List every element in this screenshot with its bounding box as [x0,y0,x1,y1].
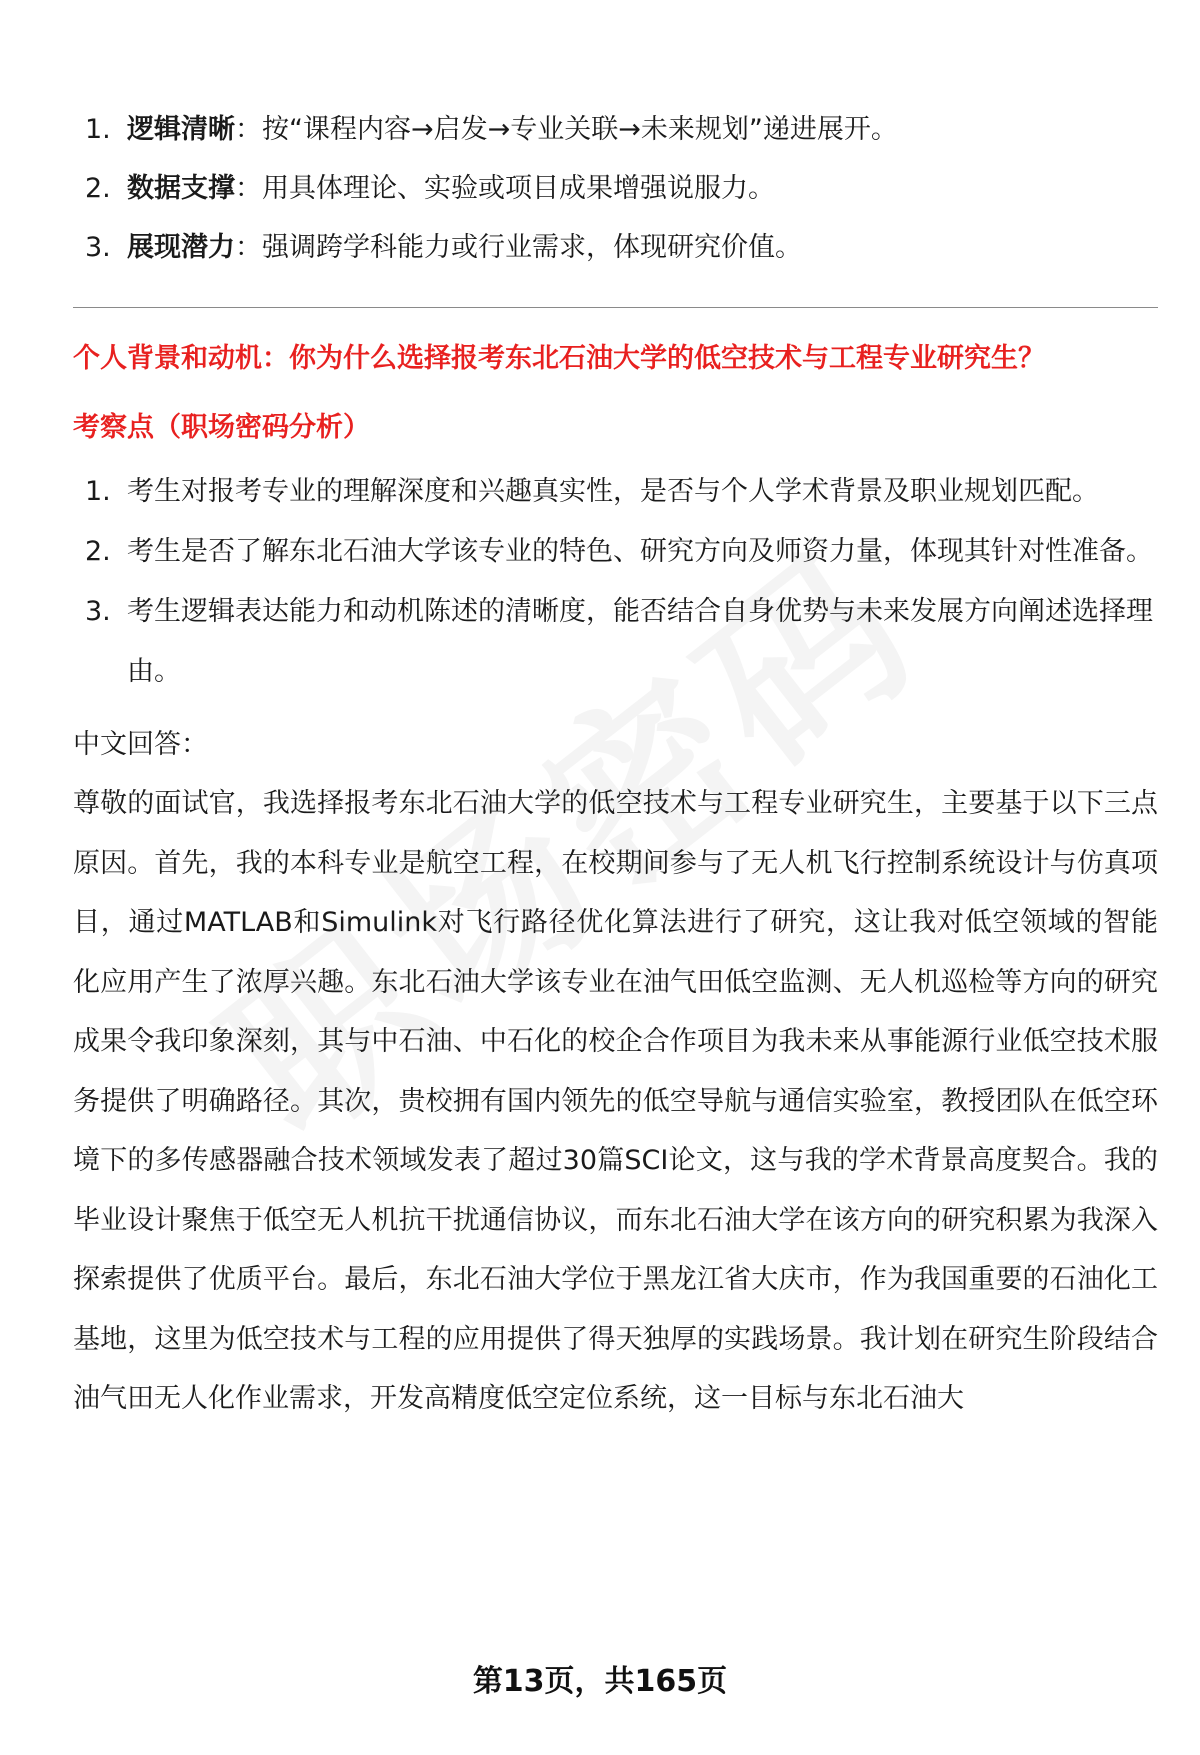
list-number: 3. [85,232,111,263]
list-number: 1. [85,476,111,507]
question-heading: 个人背景和动机：你为什么选择报考东北石油大学的低空技术与工程专业研究生？ [73,343,1045,374]
page-content [73,100,1158,1429]
page-footer: 第13页，共165页 [472,1664,728,1699]
list-item [73,218,1158,277]
list-item [73,100,1158,159]
list-text: 考生逻辑表达能力和动机陈述的清晰度，能否结合自身优势与未来发展方向阐述选择理由。 [127,596,1153,687]
list-number: 1. [85,114,111,145]
list-item [73,462,1158,522]
list-text: ：用具体理论、实验或项目成果增强说服力。 [235,173,775,204]
list-number: 2. [85,173,111,204]
list-number: 3. [85,596,111,627]
answer-paragraph: 尊敬的面试官，我选择报考东北石油大学的低空技术与工程专业研究生，主要基于以下三点原因。首先，我的本科专业是航空工程，在校期间参与了无人机飞行控制系统设计与仿真项目，通过MATLAB和Simulink对飞行路径优化算法进行了研究，这让我对低空领域的智能化应用产生了浓厚兴趣。东北石油大学该专业在油气田低空监测、无人机巡检等方向的研究成果令我印象深刻，其与中石油、中石化的校企合作项目为我未来从事能源行业低空技术服务提供了明确路径。其次，贵校拥有国内领先的低空导航与通信实验室，教授团队在低空环境下的多传感器融合技术领域发表了超过30篇SCI论文，这与我的学术背景高度契合。我的毕业设计聚焦于低空无人机抗干扰通信协议，而东北石油大学在该方向的研究积累为我深入探索提供了优质平台。最后，东北石油大学位于黑龙江省大庆市，作为我国重要的石油化工基地，这里为低空技术与工程的应用提供了得天独厚的实践场景。我计划在研究生阶段结合油气田无人化作业需求，开发高精度低空定位系统，这一目标与东北石油大 [73,788,1158,1414]
tips-list [73,100,1158,277]
list-term: 展现潜力 [127,232,235,263]
list-item [73,159,1158,218]
list-term: 数据支撑 [127,173,235,204]
list-term: 逻辑清晰 [127,114,235,145]
answer-label: 中文回答： [73,729,208,760]
list-text: 考生对报考专业的理解深度和兴趣真实性，是否与个人学术背景及职业规划匹配。 [127,476,1099,507]
list-text: ：强调跨学科能力或行业需求，体现研究价值。 [235,232,802,263]
exam-points-list [73,462,1158,702]
list-text: 考生是否了解东北石油大学该专业的特色、研究方向及师资力量，体现其针对性准备。 [127,536,1153,567]
exam-points-heading: 考察点（职场密码分析） [73,412,370,443]
section-divider [73,307,1158,308]
list-text: ：按“课程内容→启发→专业关联→未来规划”递进展开。 [235,114,898,145]
list-item [73,582,1158,702]
list-item [73,522,1158,582]
list-number: 2. [85,536,111,567]
